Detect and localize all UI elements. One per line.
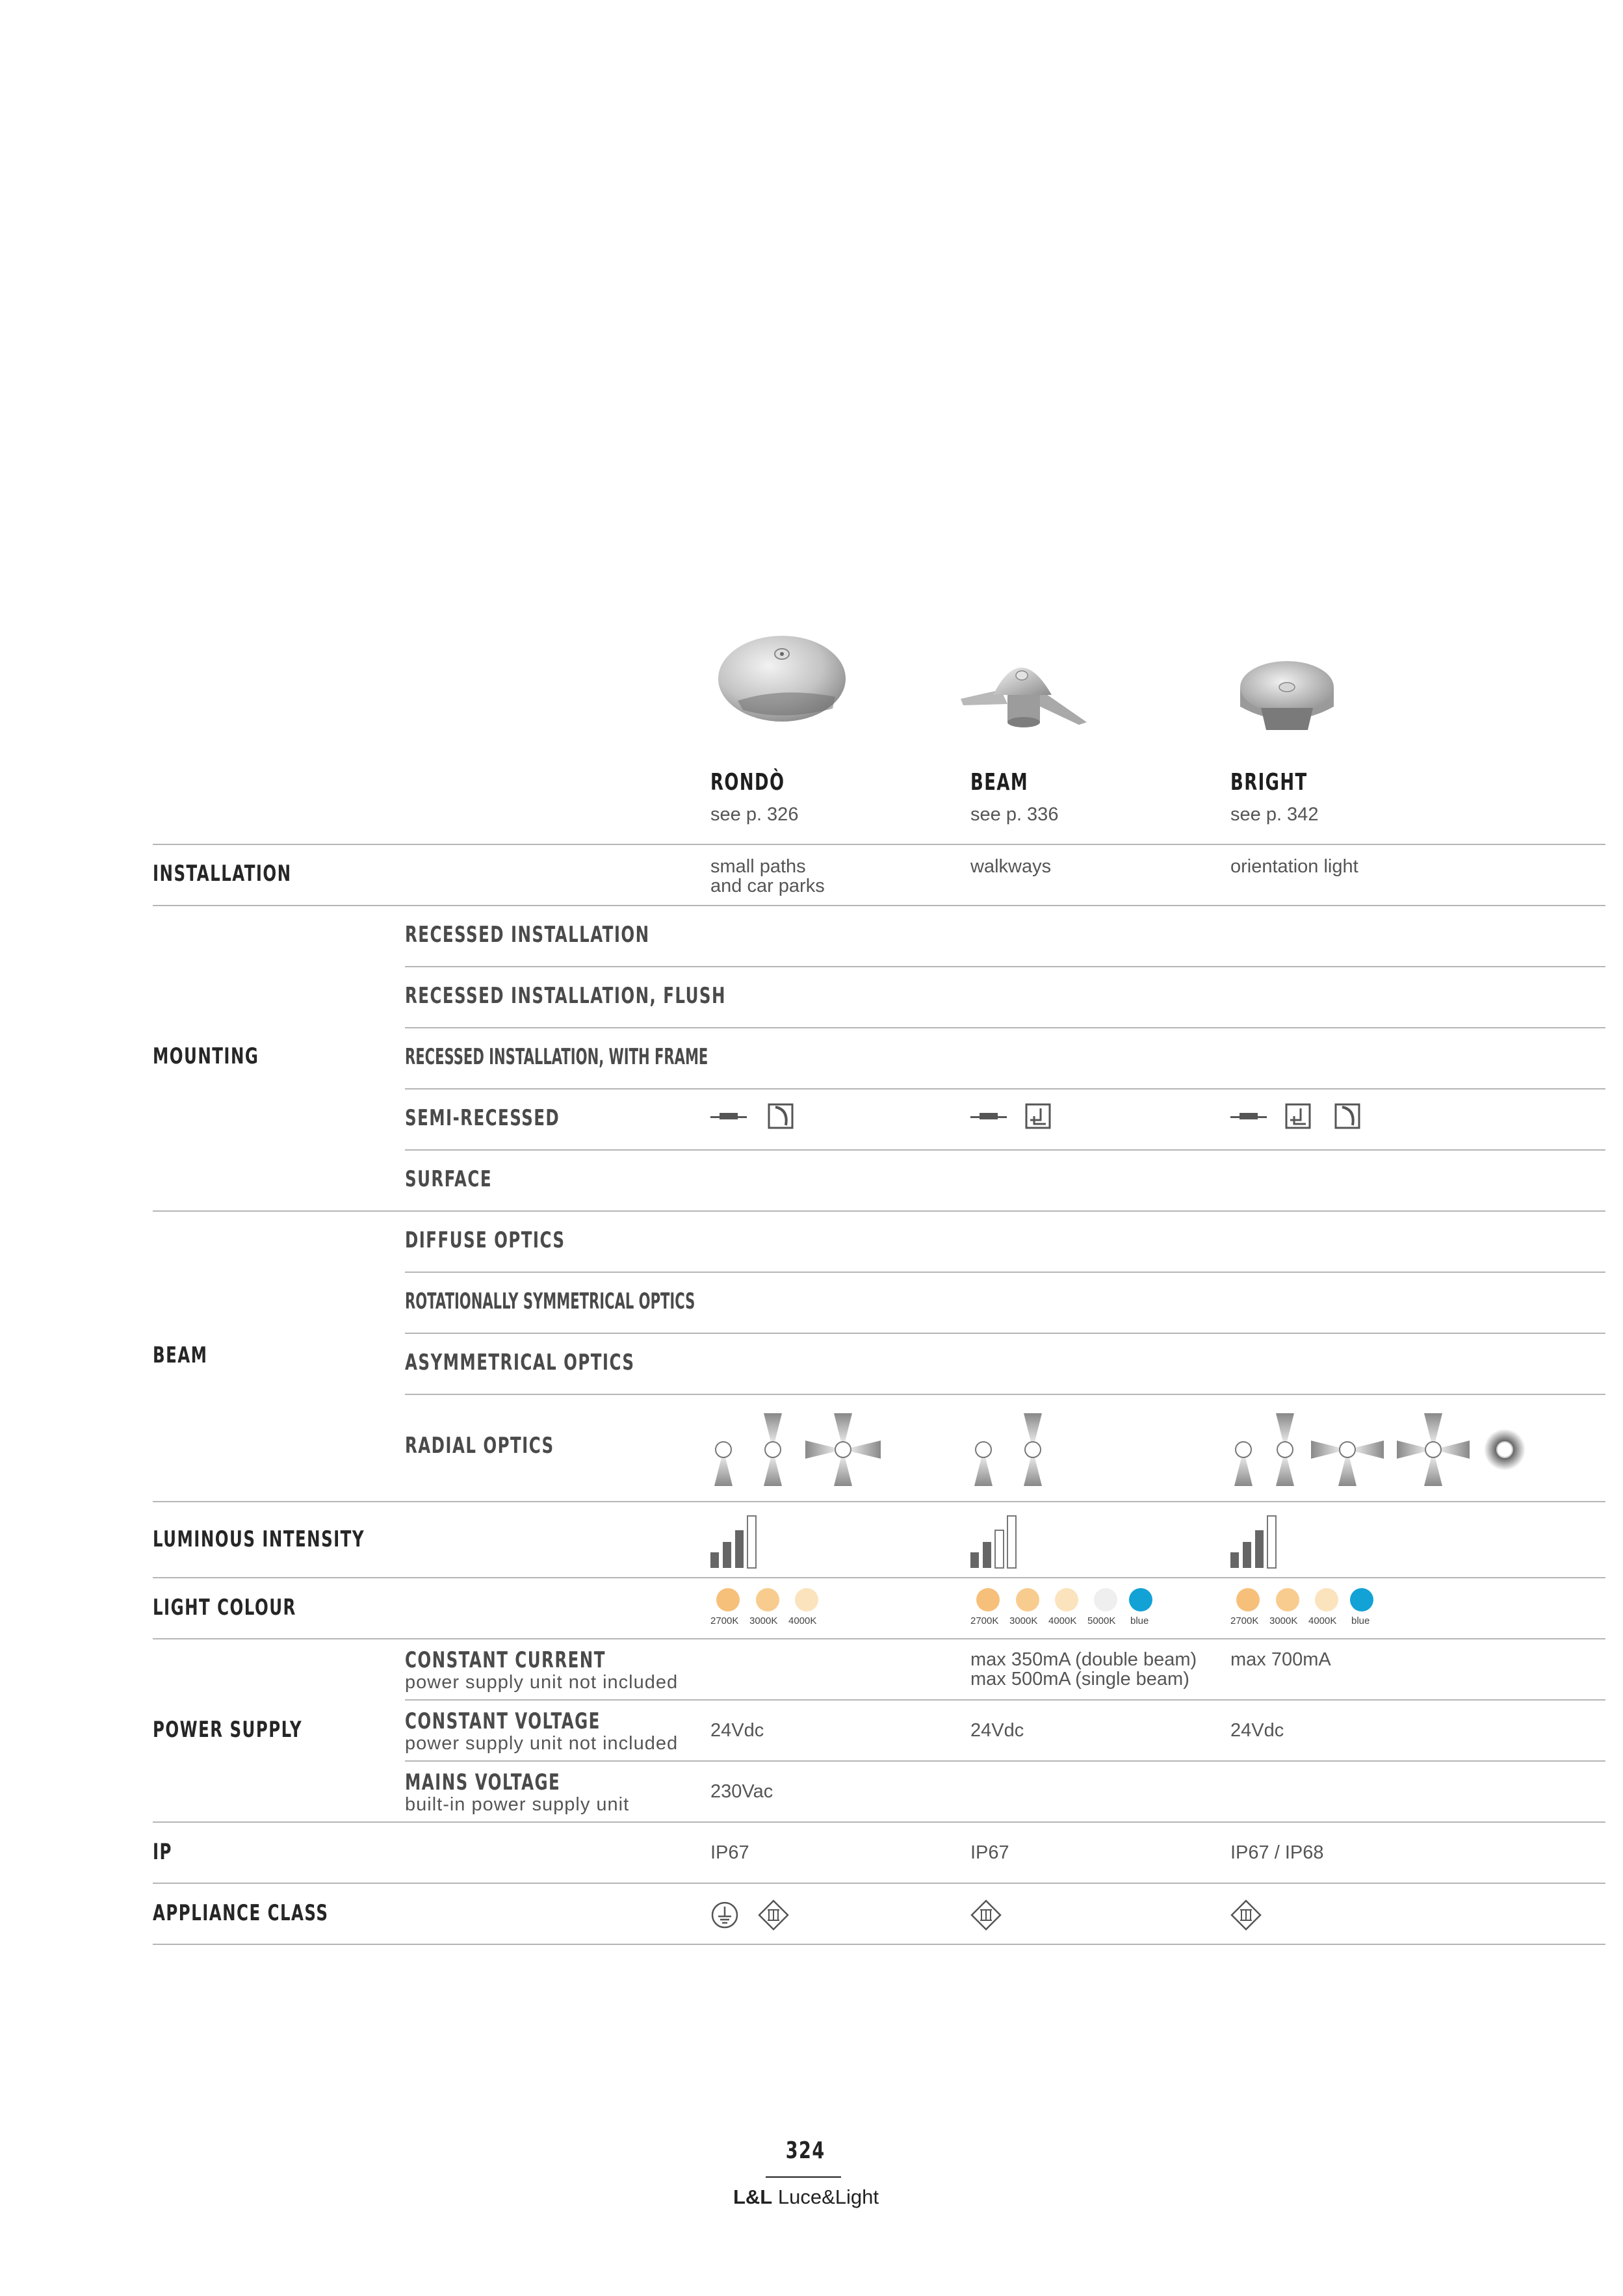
category-luminous-intensity: LUMINOUS INTENSITY <box>153 1526 365 1552</box>
beam-halo <box>1484 1429 1526 1470</box>
radial-optics-icons-bright <box>1225 1411 1531 1486</box>
colour-label: 3000K <box>749 1615 778 1626</box>
rondo-product-image <box>712 624 855 735</box>
beam-double-vertical <box>1276 1413 1294 1486</box>
constant-current-value-bright: max 700mA <box>1230 1649 1331 1670</box>
mounting-recessed-flush: RECESSED INSTALLATION, FLUSH <box>405 983 726 1009</box>
bright-product-image <box>1235 653 1339 735</box>
colour-label: 5000K <box>1087 1615 1116 1626</box>
class-iii-icon <box>758 1899 789 1931</box>
beam-radial-optics: RADIAL OPTICS <box>405 1433 554 1459</box>
beam-double-vertical <box>1024 1413 1042 1486</box>
luminous-intensity-icon-beam <box>970 1515 1020 1569</box>
rule <box>153 1501 1605 1502</box>
rule <box>405 1760 1605 1762</box>
product-name-bright: BRIGHT <box>1230 769 1308 796</box>
colour-dot <box>1055 1588 1078 1611</box>
category-appliance-class: APPLIANCE CLASS <box>153 1900 329 1926</box>
ip-value-bright: IP67 / IP68 <box>1230 1842 1324 1863</box>
product-ref-bright[interactable]: see p. 342 <box>1230 804 1319 825</box>
beam-single-down <box>714 1442 733 1486</box>
rule <box>153 1944 1605 1945</box>
installation-value-bright: orientation light <box>1230 856 1358 877</box>
footer-divider <box>766 2176 841 2178</box>
beam-rotational-optics: ROTATIONALLY SYMMETRICAL OPTICS <box>405 1288 695 1314</box>
rule <box>405 1699 1605 1701</box>
semi-recessed-icon <box>1230 1108 1267 1125</box>
category-light-colour: LIGHT COLOUR <box>153 1595 296 1621</box>
power-mains-voltage: MAINS VOLTAGE <box>405 1769 561 1795</box>
rule <box>405 1088 1605 1089</box>
class-iii-icon <box>970 1899 1002 1931</box>
mounting-recessed-frame: RECESSED INSTALLATION, WITH FRAME <box>405 1044 708 1070</box>
brand-logo-mark: L&L <box>733 2185 773 2208</box>
rule <box>405 966 1605 967</box>
beam-asymmetrical-optics: ASYMMETRICAL OPTICS <box>405 1350 635 1376</box>
category-ip: IP <box>153 1839 172 1865</box>
colour-label: 2700K <box>1230 1615 1259 1626</box>
rule <box>405 1394 1605 1395</box>
ip-value-rondo: IP67 <box>710 1842 749 1863</box>
mains-voltage-value-rondo: 230Vac <box>710 1781 773 1802</box>
semi-recessed-icon <box>970 1108 1007 1125</box>
step-mount-icon <box>1285 1103 1311 1129</box>
class-iii-icon <box>1230 1899 1262 1931</box>
power-constant-voltage-note: power supply unit not included <box>405 1733 679 1754</box>
rule <box>153 1577 1605 1578</box>
beam-triple <box>1311 1441 1384 1486</box>
colour-label: 2700K <box>710 1615 739 1626</box>
product-name-beam: BEAM <box>970 769 1029 796</box>
rule <box>153 1883 1605 1884</box>
rule <box>153 844 1605 845</box>
colour-label: 4000K <box>1048 1615 1077 1626</box>
installation-value-rondo: small paths and car parks <box>710 856 825 896</box>
beam-diffuse-optics: DIFFUSE OPTICS <box>405 1227 565 1253</box>
rule <box>405 1272 1605 1273</box>
colour-label: blue <box>1130 1615 1149 1626</box>
ip-value-beam: IP67 <box>970 1842 1009 1863</box>
radial-optics-icons-beam <box>965 1411 1056 1486</box>
earth-ground-icon <box>710 1901 739 1929</box>
colour-dot <box>756 1588 779 1611</box>
colour-dot <box>1276 1588 1299 1611</box>
brand-name: Luce&Light <box>777 2185 879 2208</box>
product-ref-rondo[interactable]: see p. 326 <box>710 804 799 825</box>
wall-mount-icon <box>1334 1103 1360 1129</box>
colour-dot <box>1315 1588 1338 1611</box>
mounting-recessed: RECESSED INSTALLATION <box>405 922 650 948</box>
beam-product-image <box>955 647 1092 735</box>
radial-optics-icons-rondo <box>705 1411 887 1486</box>
category-beam: BEAM <box>153 1342 208 1368</box>
beam-quad <box>805 1413 881 1486</box>
beam-double-vertical <box>764 1413 782 1486</box>
beam-single-down <box>1234 1442 1253 1486</box>
step-mount-icon <box>1025 1103 1051 1129</box>
rule <box>153 1210 1605 1212</box>
colour-dot <box>1129 1588 1152 1611</box>
power-mains-voltage-note: built-in power supply unit <box>405 1794 630 1815</box>
rule <box>405 1027 1605 1028</box>
constant-current-value-beam: max 350mA (double beam) max 500mA (single beam) <box>970 1649 1197 1689</box>
luminous-intensity-icon-rondo <box>710 1515 760 1569</box>
colour-dot <box>1016 1588 1039 1611</box>
mounting-semi-recessed: SEMI-RECESSED <box>405 1105 560 1131</box>
rule <box>405 1149 1605 1151</box>
rule <box>153 1638 1605 1639</box>
colour-dot <box>976 1588 1000 1611</box>
colour-dot <box>1350 1588 1373 1611</box>
colour-dot <box>1094 1588 1117 1611</box>
power-constant-current-note: power supply unit not included <box>405 1672 679 1693</box>
colour-dot <box>795 1588 818 1611</box>
power-constant-current: CONSTANT CURRENT <box>405 1647 606 1673</box>
colour-label: 4000K <box>1308 1615 1337 1626</box>
installation-value-beam: walkways <box>970 856 1052 877</box>
product-name-rondo: RONDÒ <box>710 769 785 796</box>
colour-label: 2700K <box>970 1615 999 1626</box>
power-constant-voltage: CONSTANT VOLTAGE <box>405 1708 601 1734</box>
beam-single-down <box>974 1442 993 1486</box>
colour-label: blue <box>1351 1615 1370 1626</box>
beam-quad <box>1397 1413 1470 1486</box>
product-ref-beam[interactable]: see p. 336 <box>970 804 1059 825</box>
semi-recessed-icon <box>710 1108 747 1125</box>
colour-label: 4000K <box>788 1615 817 1626</box>
mounting-surface: SURFACE <box>405 1166 492 1192</box>
colour-label: 3000K <box>1269 1615 1298 1626</box>
constant-voltage-value-bright: 24Vdc <box>1230 1720 1284 1741</box>
page-number: 324 <box>785 2137 825 2164</box>
colour-dot <box>1236 1588 1260 1611</box>
colour-dot <box>716 1588 740 1611</box>
rule <box>153 1821 1605 1823</box>
colour-label: 3000K <box>1009 1615 1038 1626</box>
rule <box>405 1333 1605 1334</box>
luminous-intensity-icon-bright <box>1230 1515 1280 1569</box>
category-power-supply: POWER SUPPLY <box>153 1717 303 1743</box>
rule <box>153 905 1605 906</box>
footer-brand <box>715 2185 897 2209</box>
category-installation: INSTALLATION <box>153 861 292 887</box>
constant-voltage-value-rondo: 24Vdc <box>710 1720 764 1741</box>
wall-mount-icon <box>768 1103 794 1129</box>
constant-voltage-value-beam: 24Vdc <box>970 1720 1024 1741</box>
category-mounting: MOUNTING <box>153 1043 259 1069</box>
